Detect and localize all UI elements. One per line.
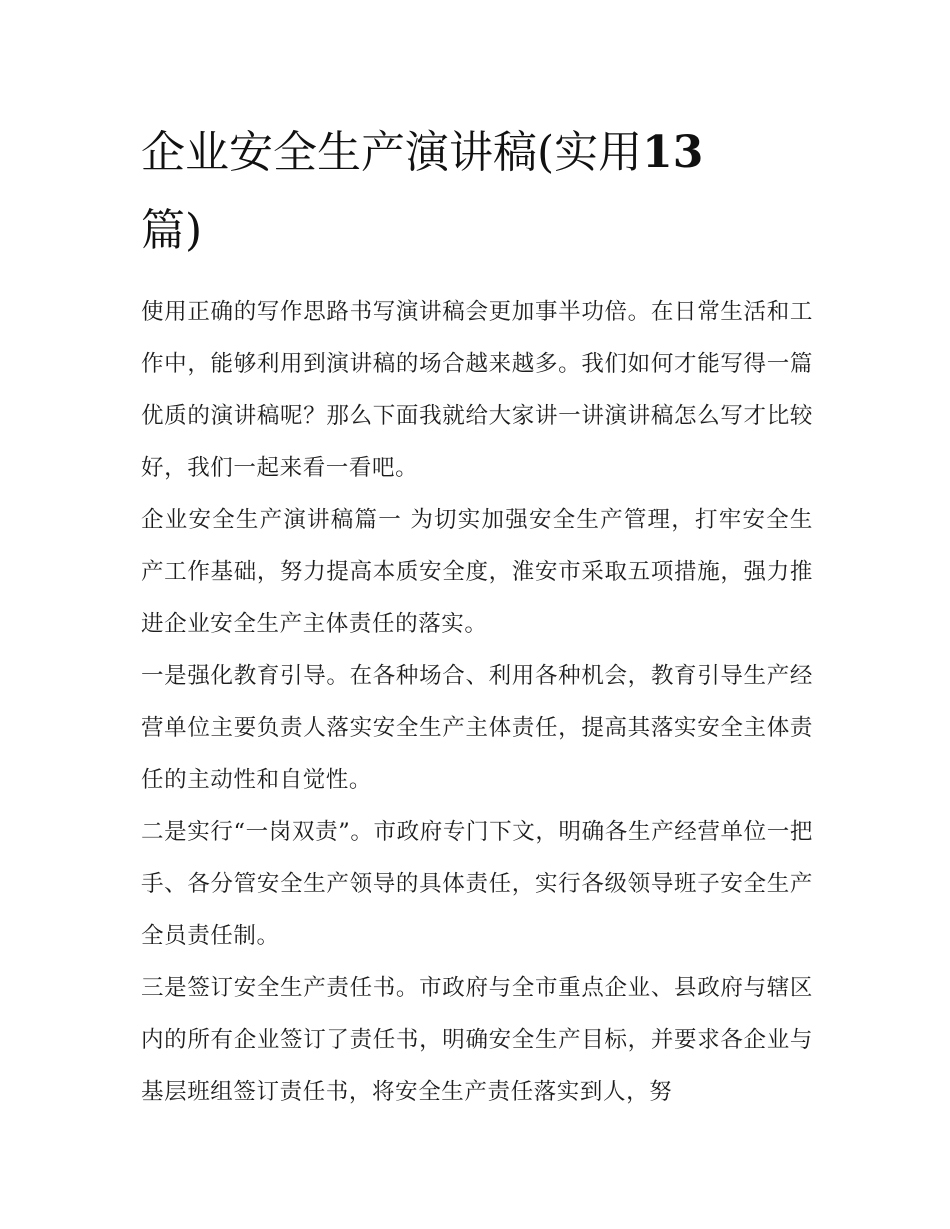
measure-one-paragraph: 一是强化教育引导。在各种场合、利用各种机会，教育引导生产经营单位主要负责人落实安全生产主体责任，提高其落实安全主体责任的主动性和自觉性。: [141, 663, 813, 793]
intro-paragraph: 使用正确的写作思路书写演讲稿会更加事半功倍。在日常生活和工作中，能够利用到演讲稿的场合越来越多。我们如何才能写得一篇优质的演讲稿呢？那么下面我就给大家讲一讲演讲稿怎么写才比较好，我们一起来看一看吧。: [141, 299, 813, 481]
measure-two-paragraph: 二是实行“一岗双责”。市政府专门下文，明确各生产经营单位一把手、各分管安全生产领导的具体责任，实行各级领导班子安全生产全员责任制。: [141, 819, 813, 949]
title-number: 13: [642, 127, 704, 178]
section-one-paragraph: 企业安全生产演讲稿篇一 为切实加强安全生产管理，打牢安全生产工作基础，努力提高本质安全度，淮安市采取五项措施，强力推进企业安全生产主体责任的落实。: [141, 507, 813, 637]
document-title: [141, 114, 781, 270]
document-body: [141, 114, 813, 1118]
title-text: 企业安全生产演讲稿(实用: [141, 127, 643, 178]
title-end: 篇): [141, 205, 203, 256]
measure-three-paragraph: 三是签订安全生产责任书。市政府与全市重点企业、县政府与辖区内的所有企业签订了责任书，明确安全生产目标，并要求各企业与基层班组签订责任书，将安全生产责任落实到人，努: [141, 975, 813, 1105]
paragraph-list: [141, 286, 813, 1118]
